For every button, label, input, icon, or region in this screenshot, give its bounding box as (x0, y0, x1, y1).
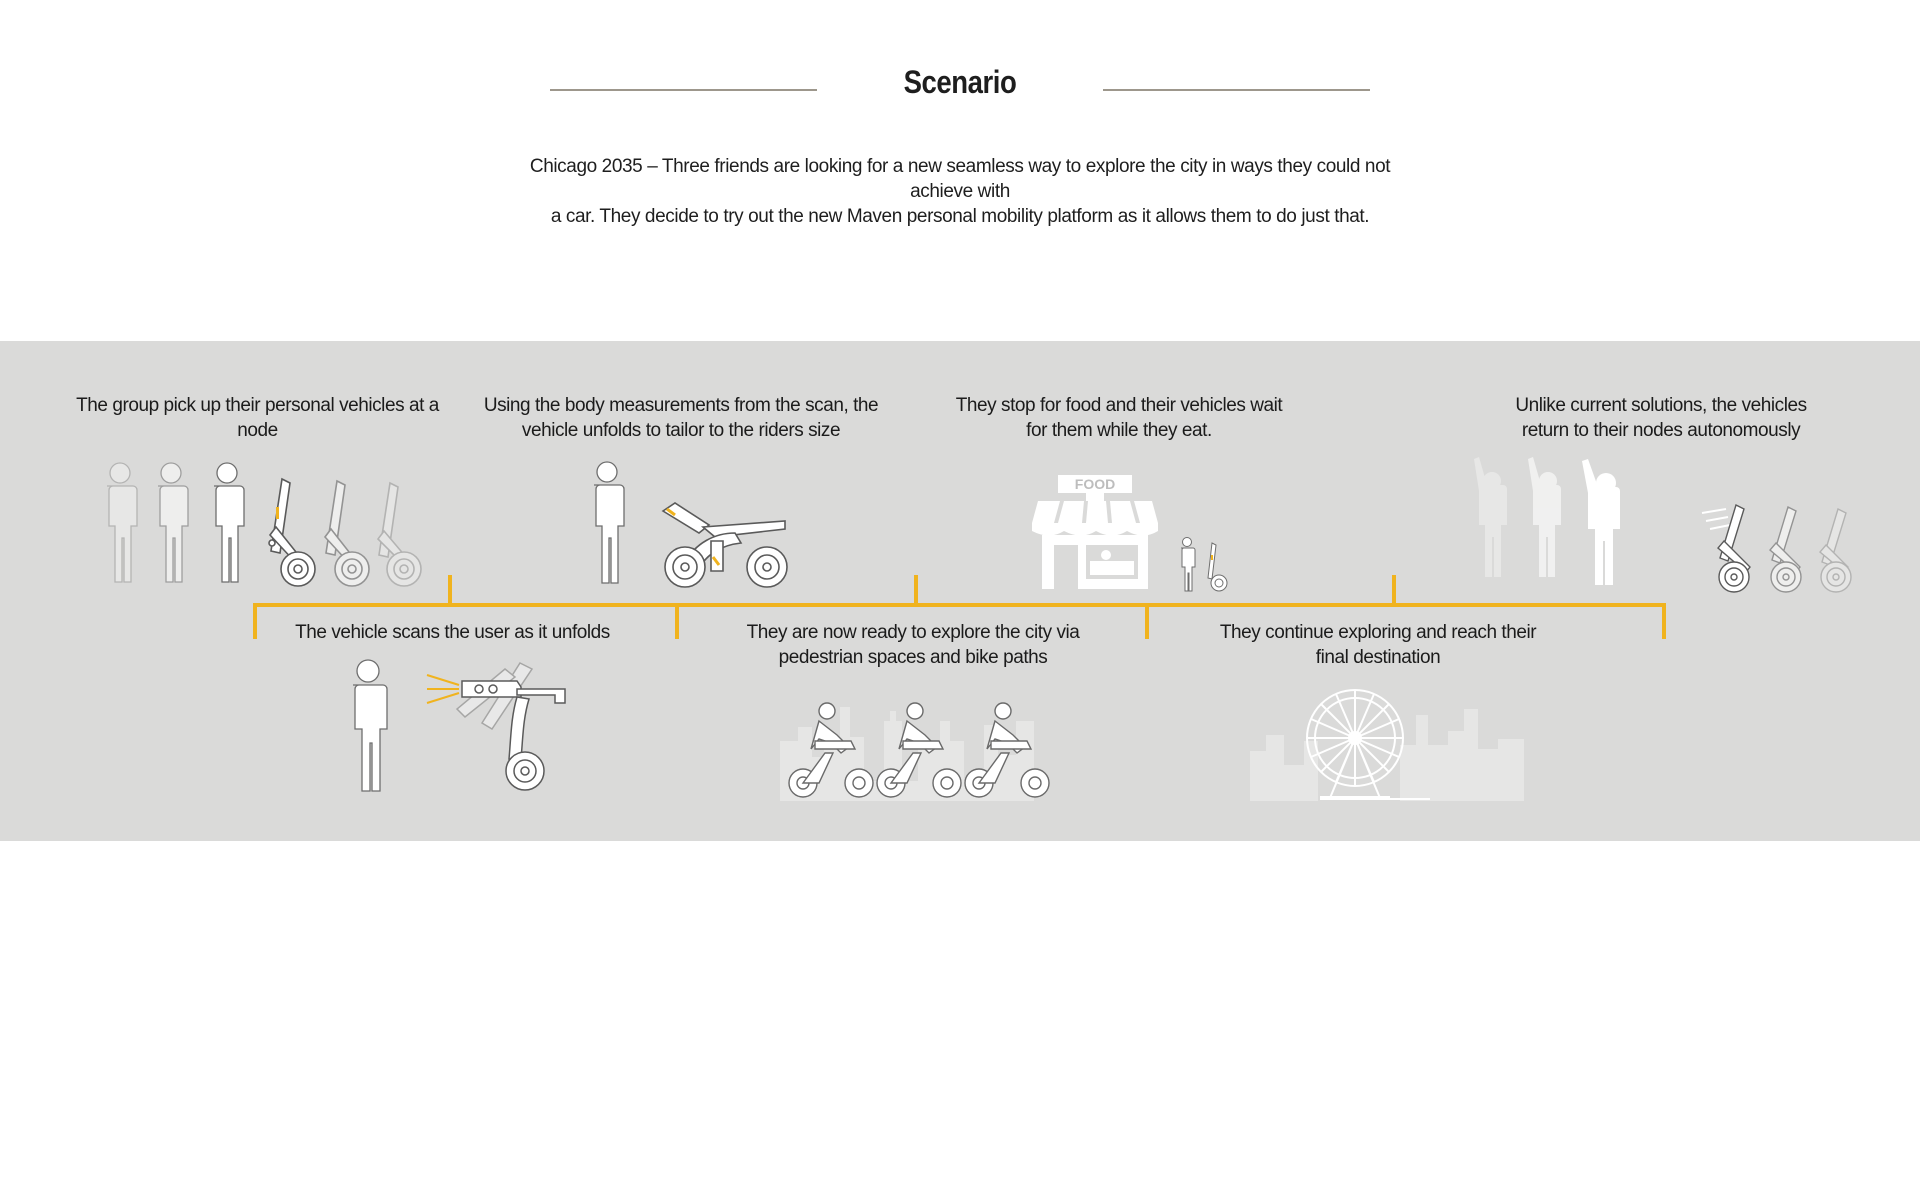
scanning-vehicle-icon (425, 659, 580, 794)
step-2-line-1: The vehicle scans the user as it unfolds (295, 622, 610, 643)
step-3-line-2: vehicle unfolds to tailor to the riders size (521, 420, 841, 441)
step-7-line-2: return to their nodes autonomously (1521, 420, 1801, 441)
title-rule-left (550, 89, 817, 91)
person-icon (582, 461, 632, 586)
step-4-caption (723, 620, 1103, 670)
unfolded-vehicle-icon (655, 501, 795, 589)
step-3-caption (481, 393, 881, 443)
step-1-caption (55, 393, 460, 443)
step-6-line-1: They continue exploring and reach their (1219, 622, 1537, 643)
scenario-band (0, 341, 1920, 841)
ferris-wheel-icon (1250, 676, 1525, 801)
person-with-vehicle-icon (1175, 537, 1231, 592)
step-5-line-2: for them while they eat. (1026, 420, 1212, 441)
food-stand-icon (1030, 471, 1160, 591)
autonomous-vehicles-icon (1700, 501, 1860, 596)
step-7-caption (1481, 393, 1841, 443)
intro-line-1: Chicago 2035 – Three friends are looking for a new seamless way to explore the city in ways they could not achieve with (529, 156, 1391, 202)
group-of-people-icon (95, 461, 255, 586)
step-6-caption (1188, 620, 1568, 670)
title-rule-right (1103, 89, 1370, 91)
folded-vehicles-icon (262, 477, 432, 589)
step-6-line-2: final destination (1315, 647, 1441, 668)
waving-people-icon (1462, 453, 1637, 588)
step-3-line-1: Using the body measurements from the scan, the (483, 395, 879, 416)
page-title: Scenario (903, 64, 1017, 100)
food-sign-text: FOOD (1074, 476, 1116, 492)
step-4-line-1: They are now ready to explore the city via (746, 622, 1080, 643)
intro-line-2: a car. They decide to try out the new Maven personal mobility platform as it allows them to do just that. (550, 206, 1370, 227)
intro-text (520, 154, 1400, 229)
step-2-caption (270, 620, 635, 645)
step-7-line-1: Unlike current solutions, the vehicles (1515, 395, 1807, 416)
person-icon (340, 659, 396, 794)
step-4-line-2: pedestrian spaces and bike paths (778, 647, 1048, 668)
step-5-caption (929, 393, 1309, 443)
step-1-line-1: The group pick up their personal vehicles at a node (76, 395, 439, 441)
riders-icon (785, 701, 1055, 801)
step-5-line-1: They stop for food and their vehicles wait (955, 395, 1283, 416)
